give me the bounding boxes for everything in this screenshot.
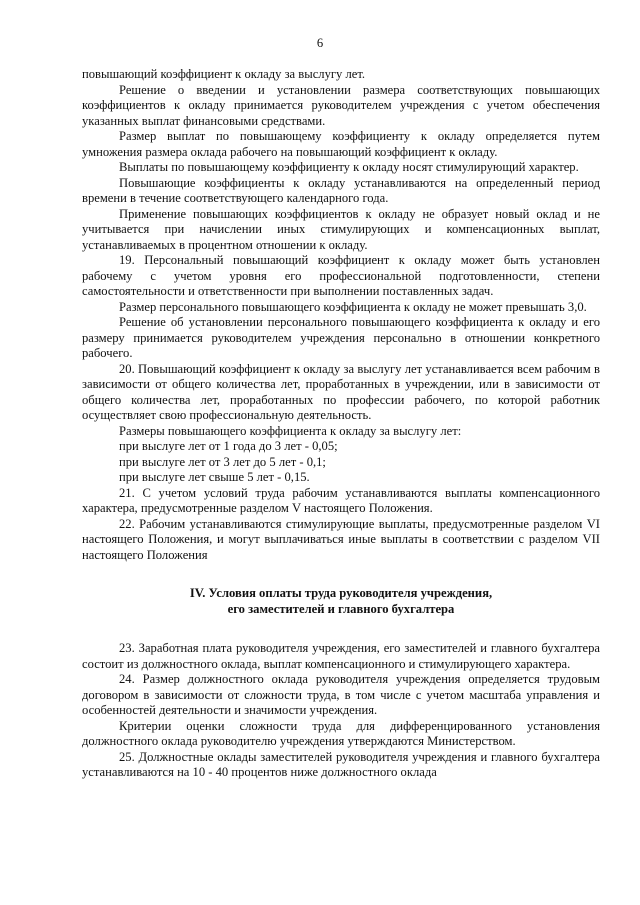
paragraphs-before — [82, 67, 600, 563]
paragraph: 19. Персональный повышающий коэффициент к окладу может быть установлен рабочему с учетом уровня его профессиональной подготовленности, степени самостоятельности и ответственности при выполнении поставленных задач. — [82, 253, 600, 298]
section-heading-line-1: IV. Условия оплаты труда руководителя учреждения, — [189, 586, 493, 600]
paragraph: Решение о введении и установлении размера соответствующих повышающих коэффициентов к окладу принимается руководителем учреждения с учетом обеспечения указанных выплат финансовыми средствами. — [82, 82, 600, 128]
paragraphs-after — [82, 641, 600, 781]
paragraph: Размеры повышающего коэффициента к окладу за выслугу лет: — [119, 423, 462, 438]
paragraph: Решение об установлении персонального повышающего коэффициента к окладу и его размеру принимается руководителем учреждения персонально в отношении конкретного рабочего. — [82, 315, 600, 360]
document-body — [82, 67, 600, 781]
paragraph: Применение повышающих коэффициентов к окладу не образует новый оклад и не учитывается при начислении иных стимулирующих и компенсационных выплат, устанавливаемых в процентном отношении к окладу. — [82, 206, 600, 252]
paragraph: при выслуге лет свыше 5 лет - 0,15. — [119, 470, 310, 484]
paragraph: Повышающие коэффициенты к окладу устанавливаются на определенный период времени в течение соответствующего календарного года. — [82, 175, 600, 205]
paragraph: при выслуге лет от 1 года до 3 лет - 0,05; — [119, 439, 338, 453]
page-number: 6 — [316, 36, 324, 50]
paragraph: при выслуге лет от 3 лет до 5 лет - 0,1; — [119, 454, 326, 469]
paragraph: Размер выплат по повышающему коэффициенту к окладу определяется путем умножения размера оклада рабочего на повышающий коэффициент к окладу. — [82, 129, 600, 159]
paragraph: Выплаты по повышающему коэффициенту к окладу носят стимулирующий характер. — [119, 160, 579, 174]
section-heading-line-2: его заместителей и главного бухгалтера — [227, 602, 455, 616]
paragraph: повышающий коэффициент к окладу за выслугу лет. — [82, 67, 366, 81]
paragraph: 22. Рабочим устанавливаются стимулирующие выплаты, предусмотренные разделом VI настоящего Положения, и могут выплачиваться иные выплаты в соответствии с разделом VII настоящего Положения — [82, 516, 600, 562]
paragraph: 20. Повышающий коэффициент к окладу за выслугу лет устанавливается всем рабочим в зависимости от общего количества лет, проработанных в учреждении, или в зависимости от общего количества лет, проработанных по профессии рабочего, по которой работник осуществляет свою профессиональную деятельность. — [82, 361, 600, 422]
paragraph: 21. С учетом условий труда рабочим устанавливаются выплаты компенсационного характера, предусмотренные разделом V настоящего Положения. — [82, 485, 600, 515]
paragraph: 23. Заработная плата руководителя учреждения, его заместителей и главного бухгалтера состоит из должностного оклада, выплат компенсационного и стимулирующего характера. — [82, 641, 600, 671]
paragraph: 25. Должностные оклады заместителей руководителя учреждения и главного бухгалтера устанавливаются на 10 - 40 процентов ниже должностного оклада — [82, 749, 600, 779]
paragraph: Критерии оценки сложности труда для дифференцированного установления должностного оклада руководителю учреждения утверждаются Министерством. — [82, 718, 600, 748]
paragraph: Размер персонального повышающего коэффициента к окладу не может превышать 3,0. — [119, 299, 587, 314]
section-heading — [82, 585, 600, 617]
paragraph: 24. Размер должностного оклада руководителя учреждения определяется трудовым договором в зависимости от сложности труда, в том числе с учетом масштаба управления и особенностей деятельности и значимости учреждения. — [82, 672, 600, 717]
